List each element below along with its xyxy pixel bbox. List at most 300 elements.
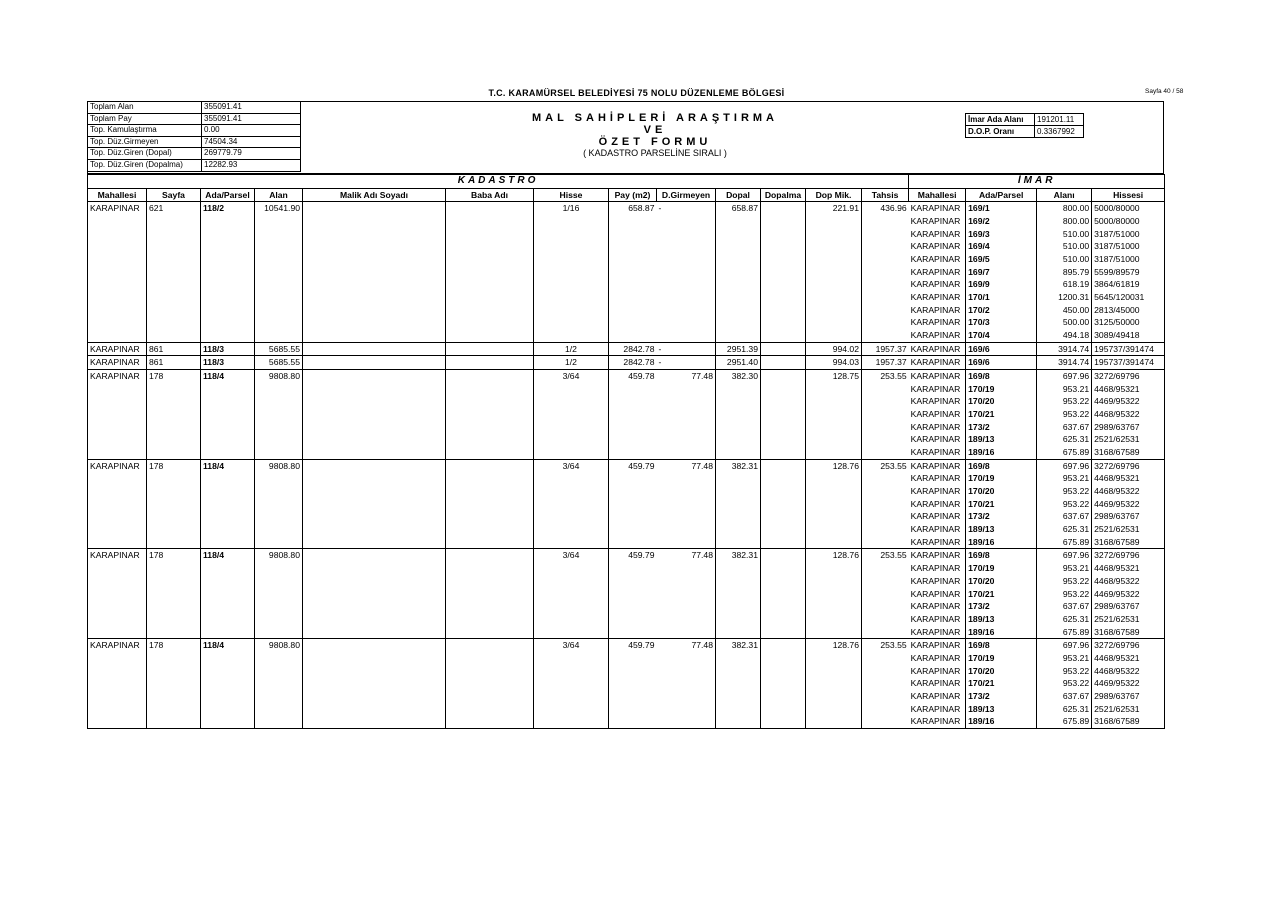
- cell-dopalma: [761, 202, 806, 215]
- cell-malik: [303, 278, 446, 291]
- cell-dgir: [657, 498, 716, 511]
- cell-ada: 118/4: [201, 459, 255, 472]
- cell-hisse: 1/2: [534, 356, 609, 370]
- cell-imar-mahalle: KARAPINAR: [909, 523, 966, 536]
- cell-hisse: [534, 329, 609, 342]
- cell-alan: [255, 266, 303, 279]
- cell-sayfa: 178: [147, 639, 201, 652]
- cell-tahsis: [862, 523, 909, 536]
- cell-dopmik: [806, 652, 862, 665]
- cell-imar-mahalle: KARAPINAR: [909, 383, 966, 396]
- cell-sayfa: [147, 690, 201, 703]
- cell-dopal: [716, 677, 761, 690]
- cell-dopmik: [806, 433, 862, 446]
- cell-dopal: 2951.39: [716, 342, 761, 356]
- cell-pay: [609, 291, 657, 304]
- imar-info-value: 0.3367992: [1035, 126, 1084, 138]
- cell-dopal: 382.31: [716, 549, 761, 562]
- cell-dopalma: [761, 370, 806, 383]
- cell-sayfa: [147, 433, 201, 446]
- cell-ada: [201, 626, 255, 639]
- cell-imar-hisse: 4468/95321: [1092, 652, 1165, 665]
- cell-dgir: [657, 690, 716, 703]
- cell-mahalle: KARAPINAR: [88, 370, 147, 383]
- cell-imar-alan: 675.89: [1037, 626, 1092, 639]
- cell-imar-mahalle: KARAPINAR: [909, 304, 966, 317]
- cell-baba: [446, 549, 534, 562]
- cell-hisse: [534, 703, 609, 716]
- cell-imar-hisse: 3272/69796: [1092, 459, 1165, 472]
- cell-malik: [303, 703, 446, 716]
- cell-imar-alan: 494.18: [1037, 329, 1092, 342]
- cell-imar-mahalle: KARAPINAR: [909, 703, 966, 716]
- cell-dopalma: [761, 266, 806, 279]
- cell-imar-hisse: 5000/80000: [1092, 202, 1165, 215]
- cell-imar-hisse: 3187/51000: [1092, 253, 1165, 266]
- cell-hisse: [534, 677, 609, 690]
- cell-tahsis: [862, 665, 909, 678]
- cell-hisse: 3/64: [534, 549, 609, 562]
- cell-ada: [201, 677, 255, 690]
- cell-alan: [255, 395, 303, 408]
- cell-sayfa: [147, 613, 201, 626]
- cell-sayfa: [147, 253, 201, 266]
- form-title-line3: ÖZET FORMU: [598, 136, 712, 148]
- cell-malik: [303, 715, 446, 728]
- cell-dgir: [657, 215, 716, 228]
- cell-dopalma: [761, 562, 806, 575]
- summary-row: [88, 136, 301, 148]
- cell-dopal: [716, 446, 761, 459]
- cell-dopmik: [806, 665, 862, 678]
- cell-dopalma: [761, 715, 806, 728]
- cell-hisse: [534, 240, 609, 253]
- cell-pay: [609, 240, 657, 253]
- cell-alan: [255, 433, 303, 446]
- cell-dgir: [657, 446, 716, 459]
- cell-dopal: [716, 613, 761, 626]
- cell-tahsis: [862, 613, 909, 626]
- cell-malik: [303, 549, 446, 562]
- cell-malik: [303, 575, 446, 588]
- cell-hisse: [534, 652, 609, 665]
- cell-sayfa: [147, 304, 201, 317]
- cell-dopal: [716, 408, 761, 421]
- cell-baba: [446, 510, 534, 523]
- cell-alan: [255, 600, 303, 613]
- cell-mahalle: [88, 665, 147, 678]
- cell-dopalma: [761, 316, 806, 329]
- cell-imar-mahalle: KARAPINAR: [909, 575, 966, 588]
- table-row: [88, 600, 1165, 613]
- cell-dopmik: [806, 383, 862, 396]
- cell-imar-mahalle: KARAPINAR: [909, 240, 966, 253]
- column-header: Baba Adı: [446, 188, 534, 202]
- cell-ada: [201, 253, 255, 266]
- cell-ada: [201, 383, 255, 396]
- cell-sayfa: [147, 575, 201, 588]
- cell-imar-hisse: 3272/69796: [1092, 370, 1165, 383]
- cell-imar-hisse: 5645/120031: [1092, 291, 1165, 304]
- cell-malik: [303, 291, 446, 304]
- cell-dopalma: [761, 703, 806, 716]
- form-title-line2: VE: [643, 124, 667, 136]
- cell-dopalma: [761, 433, 806, 446]
- cell-dopmik: 994.03: [806, 356, 862, 370]
- cell-malik: [303, 329, 446, 342]
- summary-value: 74504.34: [202, 136, 301, 148]
- cell-dopal: 2951.40: [716, 356, 761, 370]
- cell-imar-hisse: 3168/67589: [1092, 626, 1165, 639]
- cell-dgir: [657, 240, 716, 253]
- cell-alan: [255, 510, 303, 523]
- cell-dopal: [716, 266, 761, 279]
- cell-dgir: [657, 383, 716, 396]
- summary-row: [88, 148, 301, 160]
- cell-mahalle: KARAPINAR: [88, 342, 147, 356]
- summary-label: Top. Düz.Giren (Dopal): [88, 148, 202, 160]
- cell-imar-mahalle: KARAPINAR: [909, 536, 966, 549]
- cell-malik: [303, 588, 446, 601]
- cell-dopmik: [806, 588, 862, 601]
- cell-imar-mahalle: KARAPINAR: [909, 408, 966, 421]
- section-imar: İMAR: [909, 175, 1165, 189]
- cell-imar-ada: 169/6: [966, 342, 1037, 356]
- form-title-line1: MAL SAHİPLERİ ARAŞTIRMA: [532, 112, 778, 124]
- cell-imar-ada: 170/20: [966, 665, 1037, 678]
- cell-imar-hisse: 3864/61819: [1092, 278, 1165, 291]
- cell-alan: [255, 240, 303, 253]
- cell-ada: [201, 690, 255, 703]
- cell-imar-hisse: 3187/51000: [1092, 240, 1165, 253]
- cell-malik: [303, 395, 446, 408]
- cell-imar-ada: 170/20: [966, 395, 1037, 408]
- cell-tahsis: [862, 536, 909, 549]
- cell-imar-hisse: 195737/391474: [1092, 356, 1165, 370]
- cell-imar-hisse: 3168/67589: [1092, 715, 1165, 728]
- cell-baba: [446, 575, 534, 588]
- cell-ada: [201, 715, 255, 728]
- cell-imar-alan: 953.22: [1037, 395, 1092, 408]
- cell-baba: [446, 472, 534, 485]
- cell-alan: 9808.80: [255, 639, 303, 652]
- cell-ada: 118/3: [201, 342, 255, 356]
- cell-dopal: [716, 433, 761, 446]
- cell-mahalle: [88, 266, 147, 279]
- cell-malik: [303, 383, 446, 396]
- cell-hisse: 3/64: [534, 370, 609, 383]
- cell-hisse: [534, 600, 609, 613]
- cell-pay: [609, 446, 657, 459]
- cell-tahsis: [862, 690, 909, 703]
- table-row: [88, 459, 1165, 472]
- cell-imar-alan: 510.00: [1037, 240, 1092, 253]
- cell-imar-mahalle: KARAPINAR: [909, 600, 966, 613]
- page-title: T.C. KARAMÜRSEL BELEDİYESİ 75 NOLU DÜZENLEME BÖLGESİ: [488, 88, 785, 98]
- cell-dopalma: [761, 421, 806, 434]
- cell-dgir: [657, 626, 716, 639]
- cell-mahalle: [88, 626, 147, 639]
- form-title-line4: ( KADASTRO PARSELİNE SIRALI ): [583, 148, 727, 158]
- cell-malik: [303, 626, 446, 639]
- table-row: [88, 304, 1165, 317]
- cell-dgir: [657, 291, 716, 304]
- cell-imar-hisse: 2521/62531: [1092, 703, 1165, 716]
- cell-sayfa: 861: [147, 342, 201, 356]
- cell-alan: [255, 498, 303, 511]
- cell-imar-mahalle: KARAPINAR: [909, 715, 966, 728]
- cell-sayfa: [147, 395, 201, 408]
- cell-pay: [609, 613, 657, 626]
- cell-baba: [446, 446, 534, 459]
- cell-sayfa: [147, 329, 201, 342]
- cell-imar-alan: 953.22: [1037, 485, 1092, 498]
- cell-pay: [609, 562, 657, 575]
- cell-malik: [303, 498, 446, 511]
- section-header-row: [88, 175, 1165, 189]
- cell-baba: [446, 523, 534, 536]
- cell-baba: [446, 202, 534, 215]
- cell-dopmik: 128.76: [806, 639, 862, 652]
- cell-imar-ada: 169/8: [966, 639, 1037, 652]
- cell-ada: [201, 588, 255, 601]
- table-row: [88, 383, 1165, 396]
- cell-imar-hisse: 4468/95321: [1092, 562, 1165, 575]
- cell-imar-hisse: 2989/63767: [1092, 510, 1165, 523]
- cell-sayfa: [147, 536, 201, 549]
- cell-ada: [201, 433, 255, 446]
- cell-malik: [303, 472, 446, 485]
- cell-imar-mahalle: KARAPINAR: [909, 316, 966, 329]
- cell-ada: 118/2: [201, 202, 255, 215]
- cell-baba: [446, 665, 534, 678]
- cell-dopalma: [761, 690, 806, 703]
- cell-dopmik: [806, 498, 862, 511]
- cell-dopalma: [761, 446, 806, 459]
- cell-imar-alan: 637.67: [1037, 690, 1092, 703]
- cell-baba: [446, 304, 534, 317]
- cell-tahsis: [862, 228, 909, 241]
- column-header: Malik Adı Soyadı: [303, 188, 446, 202]
- cell-imar-hisse: 2521/62531: [1092, 523, 1165, 536]
- cell-tahsis: [862, 215, 909, 228]
- cell-tahsis: [862, 266, 909, 279]
- cell-imar-alan: 697.96: [1037, 549, 1092, 562]
- cell-mahalle: KARAPINAR: [88, 549, 147, 562]
- cell-imar-mahalle: KARAPINAR: [909, 498, 966, 511]
- summary-label: Toplam Pay: [88, 113, 202, 125]
- cell-pay: [609, 523, 657, 536]
- cell-pay: [609, 278, 657, 291]
- cell-pay: 459.79: [609, 549, 657, 562]
- cell-sayfa: [147, 652, 201, 665]
- cell-pay: [609, 329, 657, 342]
- cell-mahalle: [88, 228, 147, 241]
- cell-alan: [255, 652, 303, 665]
- table-row: [88, 549, 1165, 562]
- cell-tahsis: 253.55: [862, 549, 909, 562]
- cell-hisse: [534, 253, 609, 266]
- cell-hisse: 3/64: [534, 459, 609, 472]
- table-row: [88, 613, 1165, 626]
- cell-dopalma: [761, 510, 806, 523]
- cell-pay: [609, 626, 657, 639]
- table-row: [88, 626, 1165, 639]
- cell-pay: [609, 665, 657, 678]
- summary-table: [87, 101, 301, 172]
- cell-imar-hisse: 5599/89579: [1092, 266, 1165, 279]
- cell-dopalma: [761, 278, 806, 291]
- cell-dopmik: [806, 510, 862, 523]
- cell-dgir: [657, 523, 716, 536]
- cell-imar-mahalle: KARAPINAR: [909, 549, 966, 562]
- cell-sayfa: [147, 228, 201, 241]
- cell-imar-ada: 170/4: [966, 329, 1037, 342]
- cell-imar-ada: 169/8: [966, 370, 1037, 383]
- cell-mahalle: [88, 536, 147, 549]
- cell-imar-hisse: 195737/391474: [1092, 342, 1165, 356]
- cell-pay: [609, 690, 657, 703]
- cell-mahalle: [88, 253, 147, 266]
- cell-pay: [609, 498, 657, 511]
- cell-hisse: [534, 316, 609, 329]
- cell-imar-mahalle: KARAPINAR: [909, 485, 966, 498]
- cell-malik: [303, 677, 446, 690]
- cell-baba: [446, 395, 534, 408]
- cell-pay: [609, 472, 657, 485]
- cell-dgir: [657, 703, 716, 716]
- imar-info-row: [966, 126, 1084, 138]
- table-row: [88, 652, 1165, 665]
- cell-malik: [303, 370, 446, 383]
- cell-imar-alan: 618.19: [1037, 278, 1092, 291]
- cell-mahalle: KARAPINAR: [88, 202, 147, 215]
- cell-imar-hisse: 4468/95321: [1092, 472, 1165, 485]
- cell-dopalma: [761, 665, 806, 678]
- cell-alan: [255, 626, 303, 639]
- summary-value: 12282.93: [202, 159, 301, 171]
- cell-dopal: [716, 278, 761, 291]
- cell-imar-hisse: 2521/62531: [1092, 433, 1165, 446]
- cell-sayfa: [147, 588, 201, 601]
- summary-row: [88, 125, 301, 137]
- cell-malik: [303, 613, 446, 626]
- cell-dopmik: [806, 485, 862, 498]
- cell-hisse: [534, 472, 609, 485]
- cell-dgir: [657, 433, 716, 446]
- cell-imar-alan: 3914.74: [1037, 356, 1092, 370]
- cell-sayfa: [147, 523, 201, 536]
- column-header: Ada/Parsel: [966, 188, 1037, 202]
- cell-dopmik: [806, 316, 862, 329]
- cell-dopalma: [761, 575, 806, 588]
- table-row: [88, 665, 1165, 678]
- cell-dopal: [716, 626, 761, 639]
- cell-imar-alan: 697.96: [1037, 639, 1092, 652]
- cell-tahsis: [862, 498, 909, 511]
- cell-imar-ada: 189/13: [966, 433, 1037, 446]
- cell-baba: [446, 266, 534, 279]
- column-header: Hissesi: [1092, 188, 1165, 202]
- cell-baba: [446, 291, 534, 304]
- cell-dgir: [657, 588, 716, 601]
- cell-baba: [446, 626, 534, 639]
- cell-sayfa: [147, 600, 201, 613]
- cell-mahalle: [88, 472, 147, 485]
- cell-dopal: [716, 715, 761, 728]
- cell-alan: [255, 228, 303, 241]
- cell-tahsis: [862, 472, 909, 485]
- cell-dgir: [657, 575, 716, 588]
- cell-imar-hisse: 4468/95322: [1092, 575, 1165, 588]
- cell-imar-ada: 170/20: [966, 575, 1037, 588]
- cell-mahalle: [88, 329, 147, 342]
- cell-hisse: [534, 690, 609, 703]
- cell-imar-alan: 953.22: [1037, 665, 1092, 678]
- cell-imar-hisse: 4469/95322: [1092, 498, 1165, 511]
- cell-mahalle: [88, 421, 147, 434]
- cell-imar-alan: 625.31: [1037, 703, 1092, 716]
- cell-sayfa: [147, 510, 201, 523]
- cell-imar-mahalle: KARAPINAR: [909, 639, 966, 652]
- cell-malik: [303, 421, 446, 434]
- cell-hisse: [534, 498, 609, 511]
- summary-row: [88, 102, 301, 114]
- cell-dopmik: [806, 703, 862, 716]
- cell-alan: [255, 703, 303, 716]
- cell-dgir: [657, 485, 716, 498]
- summary-row: [88, 113, 301, 125]
- cell-ada: [201, 703, 255, 716]
- cell-dopalma: [761, 395, 806, 408]
- cell-dopalma: [761, 652, 806, 665]
- cell-imar-mahalle: KARAPINAR: [909, 613, 966, 626]
- cell-pay: [609, 408, 657, 421]
- cell-hisse: [534, 408, 609, 421]
- cell-dopal: [716, 562, 761, 575]
- cell-dopmik: [806, 291, 862, 304]
- cell-dopmik: [806, 715, 862, 728]
- cell-pay: [609, 253, 657, 266]
- column-header-row: [88, 188, 1165, 202]
- cell-alan: [255, 715, 303, 728]
- cell-dopal: 382.31: [716, 639, 761, 652]
- cell-alan: [255, 523, 303, 536]
- cell-malik: [303, 433, 446, 446]
- cell-alan: [255, 253, 303, 266]
- cell-imar-hisse: 3168/67589: [1092, 446, 1165, 459]
- cell-imar-alan: 637.67: [1037, 510, 1092, 523]
- cell-baba: [446, 278, 534, 291]
- cell-imar-ada: 169/9: [966, 278, 1037, 291]
- column-header: Alanı: [1037, 188, 1092, 202]
- cell-sayfa: [147, 215, 201, 228]
- cell-dopmik: [806, 446, 862, 459]
- cell-alan: [255, 665, 303, 678]
- cell-imar-hisse: 2989/63767: [1092, 600, 1165, 613]
- column-header: Pay (m2): [609, 188, 657, 202]
- cell-pay: 459.79: [609, 459, 657, 472]
- cell-dgir: [657, 613, 716, 626]
- cell-ada: [201, 498, 255, 511]
- summary-value: 355091.41: [202, 113, 301, 125]
- cell-dopmik: [806, 240, 862, 253]
- cell-dopalma: [761, 613, 806, 626]
- cell-pay: 459.78: [609, 370, 657, 383]
- cell-tahsis: [862, 304, 909, 317]
- cell-malik: [303, 652, 446, 665]
- cell-pay: [609, 703, 657, 716]
